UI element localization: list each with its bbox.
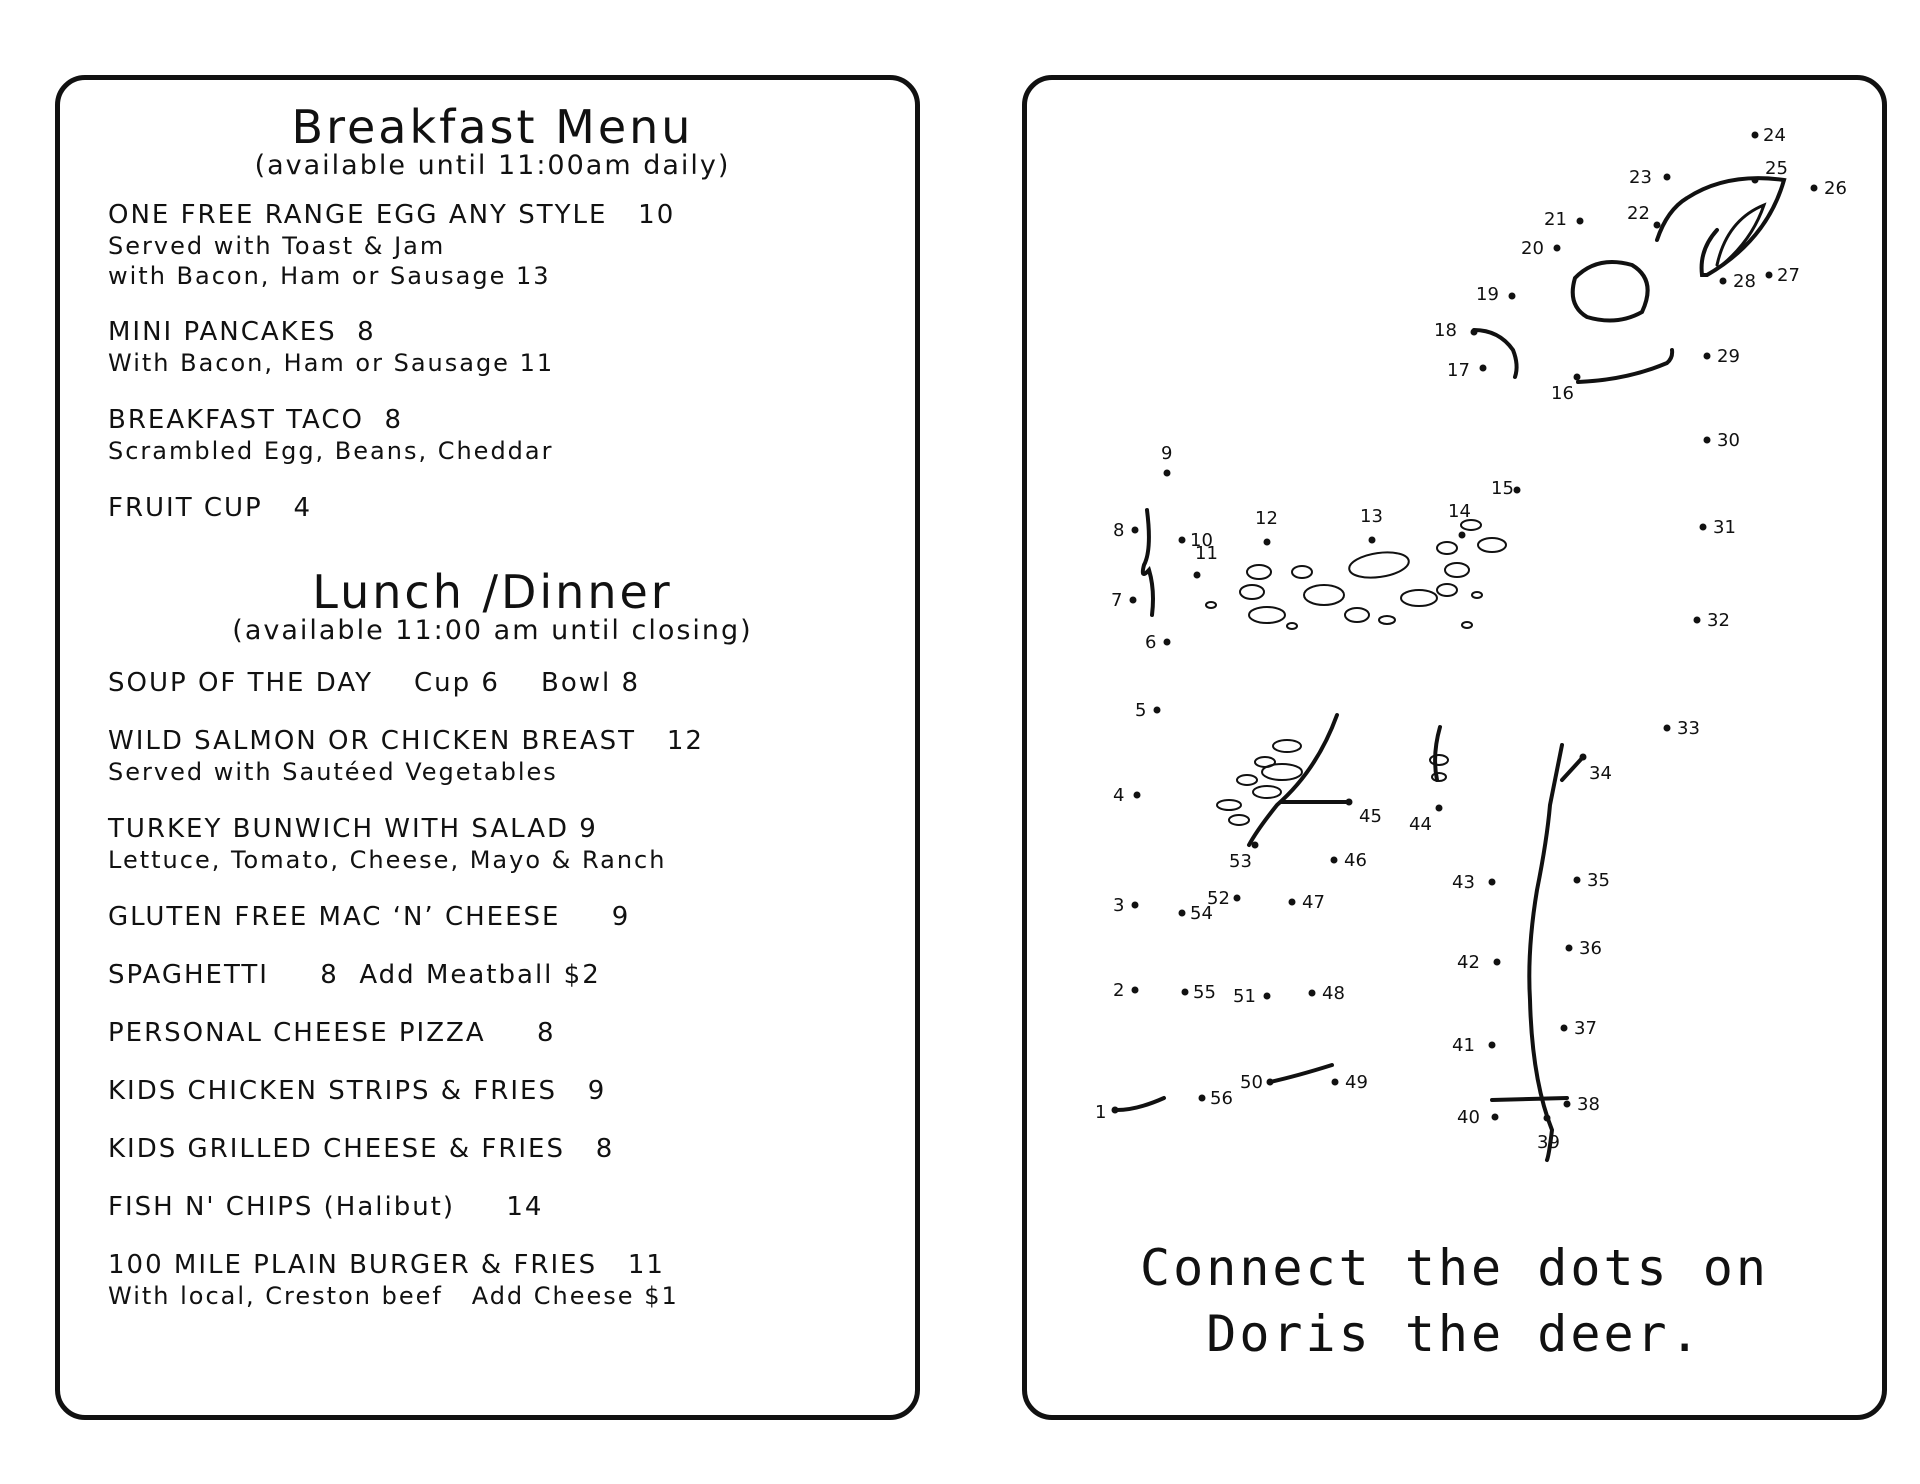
dot-label-7: 7 bbox=[1111, 590, 1123, 611]
dot-label-52: 52 bbox=[1207, 888, 1230, 909]
menu-item bbox=[108, 1250, 908, 1311]
dot-12 bbox=[1264, 539, 1271, 546]
breakfast-subtitle: (available until 11:00am daily) bbox=[254, 150, 731, 181]
menu-item-desc: with Bacon, Ham or Sausage 13 bbox=[108, 262, 551, 290]
menu-item bbox=[108, 317, 908, 378]
menu-item-name: KIDS GRILLED CHEESE & FRIES 8 bbox=[108, 1134, 615, 1164]
dot-label-56: 56 bbox=[1210, 1088, 1233, 1109]
dot-2 bbox=[1132, 987, 1139, 994]
dot-36 bbox=[1566, 945, 1573, 952]
menu-item-desc: Served with Toast & Jam bbox=[108, 232, 446, 260]
dot-label-26: 26 bbox=[1824, 178, 1847, 199]
dot-10 bbox=[1179, 537, 1186, 544]
dot-55 bbox=[1182, 989, 1189, 996]
dot-label-3: 3 bbox=[1113, 895, 1125, 916]
menu-item bbox=[108, 814, 908, 875]
dot-label-51: 51 bbox=[1233, 986, 1256, 1007]
dot-label-10: 10 bbox=[1190, 530, 1213, 551]
deer-hoof-left bbox=[1117, 1098, 1164, 1110]
dot-3 bbox=[1132, 902, 1139, 909]
deer-mouth bbox=[1578, 350, 1672, 382]
dot-23 bbox=[1664, 174, 1671, 181]
dot-39 bbox=[1544, 1115, 1551, 1122]
dot-26 bbox=[1811, 185, 1818, 192]
dot-label-25: 25 bbox=[1765, 158, 1788, 179]
menu-item-desc: With local, Creston beef Add Cheese $1 bbox=[108, 1282, 679, 1310]
dot-label-5: 5 bbox=[1135, 700, 1147, 721]
menu-item bbox=[108, 1018, 908, 1049]
deer-dot-puzzle bbox=[1027, 80, 1892, 1425]
dot-44 bbox=[1436, 805, 1443, 812]
puzzle-caption bbox=[1027, 1235, 1882, 1367]
breakfast-title: Breakfast Menu bbox=[291, 100, 694, 154]
dot-label-8: 8 bbox=[1113, 520, 1125, 541]
dot-label-17: 17 bbox=[1447, 360, 1470, 381]
dot-label-2: 2 bbox=[1113, 980, 1125, 1001]
dot-19 bbox=[1509, 293, 1516, 300]
dot-49 bbox=[1332, 1079, 1339, 1086]
dot-7 bbox=[1130, 597, 1137, 604]
dot-56 bbox=[1199, 1095, 1206, 1102]
dot-label-13: 13 bbox=[1360, 506, 1383, 527]
menu-item-name: WILD SALMON OR CHICKEN BREAST 12 bbox=[108, 726, 704, 756]
dot-27 bbox=[1766, 272, 1773, 279]
dot-label-31: 31 bbox=[1713, 517, 1736, 538]
dot-9 bbox=[1164, 470, 1171, 477]
menu-item-desc: Scrambled Egg, Beans, Cheddar bbox=[108, 437, 554, 465]
dot-label-45: 45 bbox=[1359, 806, 1382, 827]
puzzle-panel bbox=[1022, 75, 1887, 1420]
deer-leg-back bbox=[1492, 745, 1584, 1160]
dot-38 bbox=[1564, 1101, 1571, 1108]
dot-43 bbox=[1489, 879, 1496, 886]
lunch-subtitle: (available 11:00 am until closing) bbox=[232, 615, 753, 646]
dot-45 bbox=[1346, 799, 1353, 806]
deer-spots bbox=[1206, 520, 1506, 825]
dot-11 bbox=[1194, 572, 1201, 579]
dot-20 bbox=[1554, 245, 1561, 252]
dot-label-55: 55 bbox=[1193, 982, 1216, 1003]
dot-label-38: 38 bbox=[1577, 1094, 1600, 1115]
dot-label-30: 30 bbox=[1717, 430, 1740, 451]
dot-label-16: 16 bbox=[1551, 383, 1574, 404]
dot-15 bbox=[1514, 487, 1521, 494]
menu-item bbox=[108, 668, 908, 699]
dot-47 bbox=[1289, 899, 1296, 906]
deer-hoof-mid bbox=[1270, 1065, 1332, 1082]
dot-40 bbox=[1492, 1114, 1499, 1121]
dot-label-43: 43 bbox=[1452, 872, 1475, 893]
menu-item bbox=[108, 726, 908, 787]
dot-18 bbox=[1471, 329, 1478, 336]
dot-label-4: 4 bbox=[1113, 785, 1125, 806]
menu-item-name: FRUIT CUP 4 bbox=[108, 493, 313, 523]
dot-32 bbox=[1694, 617, 1701, 624]
dot-label-21: 21 bbox=[1544, 209, 1567, 230]
menu-item-name: SPAGHETTI 8 Add Meatball $2 bbox=[108, 960, 601, 990]
dot-53 bbox=[1252, 842, 1259, 849]
menu-item-name: 100 MILE PLAIN BURGER & FRIES 11 bbox=[108, 1250, 665, 1280]
dot-31 bbox=[1700, 524, 1707, 531]
dot-label-28: 28 bbox=[1733, 271, 1756, 292]
dot-label-50: 50 bbox=[1240, 1072, 1263, 1093]
menu-item bbox=[108, 1134, 908, 1165]
menu-item bbox=[108, 902, 908, 933]
dot-label-15: 15 bbox=[1491, 478, 1514, 499]
dot-54 bbox=[1179, 910, 1186, 917]
dot-label-49: 49 bbox=[1345, 1072, 1368, 1093]
dot-51 bbox=[1264, 993, 1271, 1000]
menu-panel bbox=[55, 75, 920, 1420]
dots-group bbox=[1095, 125, 1847, 1153]
dot-label-41: 41 bbox=[1452, 1035, 1475, 1056]
menu-item bbox=[108, 960, 908, 991]
dot-21 bbox=[1577, 218, 1584, 225]
dot-label-11: 11 bbox=[1195, 543, 1218, 564]
menu-item-name: SOUP OF THE DAY Cup 6 Bowl 8 bbox=[108, 668, 641, 698]
dot-label-6: 6 bbox=[1145, 632, 1157, 653]
dot-label-18: 18 bbox=[1434, 320, 1457, 341]
menu-item-name: TURKEY BUNWICH WITH SALAD 9 bbox=[108, 814, 598, 844]
dot-30 bbox=[1704, 437, 1711, 444]
dot-label-32: 32 bbox=[1707, 610, 1730, 631]
dot-5 bbox=[1154, 707, 1161, 714]
dot-label-12: 12 bbox=[1255, 508, 1278, 529]
menu-item-name: ONE FREE RANGE EGG ANY STYLE 10 bbox=[108, 200, 676, 230]
dot-label-40: 40 bbox=[1457, 1107, 1480, 1128]
dot-label-53: 53 bbox=[1229, 851, 1252, 872]
menu-item-desc: With Bacon, Ham or Sausage 11 bbox=[108, 349, 555, 377]
deer-leg-front bbox=[1249, 715, 1349, 845]
menu-item bbox=[108, 1192, 908, 1223]
dot-17 bbox=[1480, 365, 1487, 372]
dot-52 bbox=[1234, 895, 1241, 902]
dot-label-29: 29 bbox=[1717, 346, 1740, 367]
caption-line-2: Doris the deer. bbox=[1206, 1305, 1703, 1363]
menu-item-name: PERSONAL CHEESE PIZZA 8 bbox=[108, 1018, 556, 1048]
dot-16 bbox=[1574, 374, 1581, 381]
menu-item bbox=[108, 405, 908, 466]
dot-8 bbox=[1132, 527, 1139, 534]
deer-neck-mark bbox=[1143, 510, 1153, 615]
dot-4 bbox=[1134, 792, 1141, 799]
dot-13 bbox=[1369, 537, 1376, 544]
dot-label-47: 47 bbox=[1302, 892, 1325, 913]
menu-item-name: KIDS CHICKEN STRIPS & FRIES 9 bbox=[108, 1076, 607, 1106]
dot-35 bbox=[1574, 877, 1581, 884]
dot-14 bbox=[1459, 532, 1466, 539]
dot-label-33: 33 bbox=[1677, 718, 1700, 739]
dot-33 bbox=[1664, 725, 1671, 732]
dot-6 bbox=[1164, 639, 1171, 646]
dot-28 bbox=[1720, 278, 1727, 285]
dot-label-42: 42 bbox=[1457, 952, 1480, 973]
dot-label-39: 39 bbox=[1537, 1132, 1560, 1153]
dot-42 bbox=[1494, 959, 1501, 966]
dot-label-46: 46 bbox=[1344, 850, 1367, 871]
dot-label-9: 9 bbox=[1161, 443, 1173, 464]
dot-48 bbox=[1309, 990, 1316, 997]
menu-item bbox=[108, 493, 908, 524]
lunch-title: Lunch /Dinner bbox=[312, 565, 673, 619]
menu-item-desc: Lettuce, Tomato, Cheese, Mayo & Ranch bbox=[108, 846, 667, 874]
menu-item-name: GLUTEN FREE MAC ‘N’ CHEESE 9 bbox=[108, 902, 631, 932]
menu-item-name: FISH N' CHIPS (Halibut) 14 bbox=[108, 1192, 544, 1222]
caption-line-1: Connect the dots on bbox=[1140, 1239, 1769, 1297]
dot-label-20: 20 bbox=[1521, 238, 1544, 259]
menu-item-desc: Served with Sautéed Vegetables bbox=[108, 758, 558, 786]
dot-label-1: 1 bbox=[1095, 1102, 1107, 1123]
dot-label-22: 22 bbox=[1627, 203, 1650, 224]
dot-50 bbox=[1267, 1079, 1274, 1086]
dot-label-48: 48 bbox=[1322, 983, 1345, 1004]
dot-label-44: 44 bbox=[1409, 814, 1432, 835]
menu-item-name: MINI PANCAKES 8 bbox=[108, 317, 376, 347]
dot-29 bbox=[1704, 353, 1711, 360]
deer-ear bbox=[1657, 178, 1784, 275]
dot-label-23: 23 bbox=[1629, 167, 1652, 188]
menu-item-name: BREAKFAST TACO 8 bbox=[108, 405, 404, 435]
dot-37 bbox=[1561, 1025, 1568, 1032]
dot-label-36: 36 bbox=[1579, 938, 1602, 959]
dot-label-19: 19 bbox=[1476, 284, 1499, 305]
dot-label-34: 34 bbox=[1589, 763, 1612, 784]
dot-46 bbox=[1331, 857, 1338, 864]
menu-item bbox=[108, 200, 908, 291]
dot-34 bbox=[1580, 754, 1587, 761]
deer-eye bbox=[1573, 262, 1648, 321]
dot-label-54: 54 bbox=[1190, 903, 1213, 924]
dot-22 bbox=[1654, 222, 1661, 229]
dot-label-35: 35 bbox=[1587, 870, 1610, 891]
dot-label-27: 27 bbox=[1777, 265, 1800, 286]
dot-25 bbox=[1752, 177, 1759, 184]
menu-item bbox=[108, 1076, 908, 1107]
dot-label-14: 14 bbox=[1448, 501, 1471, 522]
dot-label-37: 37 bbox=[1574, 1018, 1597, 1039]
dot-1 bbox=[1112, 1107, 1119, 1114]
dot-label-24: 24 bbox=[1763, 125, 1786, 146]
dot-24 bbox=[1752, 132, 1759, 139]
dot-41 bbox=[1489, 1042, 1496, 1049]
